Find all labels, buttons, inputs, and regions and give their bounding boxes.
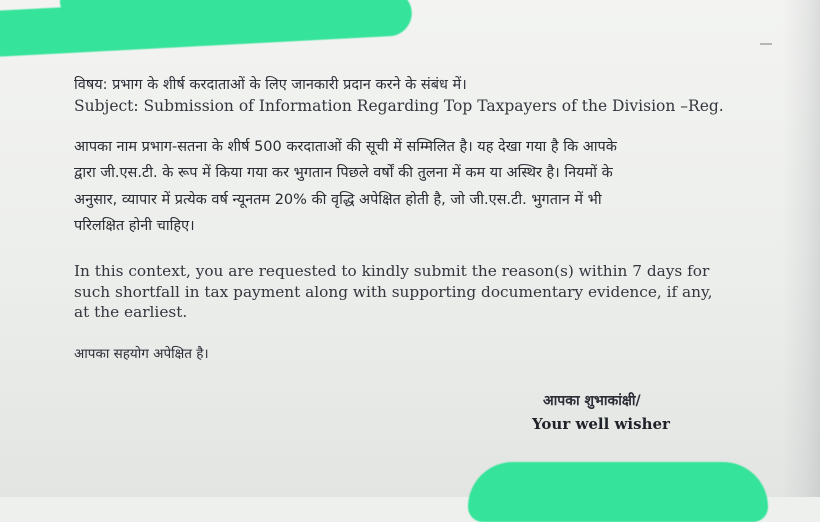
subject-hindi: विषय: प्रभाग के शीर्ष करदाताओं के लिए जानकारी प्रदान करने के संबंध में।: [74, 77, 467, 93]
cooperation-line: आपका सहयोग अपेक्षित है।: [74, 346, 209, 362]
paragraph-english-line: such shortfall in tax payment along with supporting documentary evidence, if any,: [74, 283, 713, 301]
redaction-marker-bottom: [468, 462, 768, 522]
closing-english: Your well wisher: [532, 415, 670, 433]
redaction-marker-top-overlap: [60, 0, 360, 18]
paragraph-hindi-line: परिलक्षित होनी चाहिए।: [74, 218, 195, 234]
paragraph-english-line: In this context, you are requested to kindly submit the reason(s) within 7 days for: [74, 262, 710, 280]
paragraph-hindi-line: अनुसार, व्यापार में प्रत्येक वर्ष न्यूनतम 20% की वृद्धि अपेक्षित होती है, जो जी.एस.टी. भुगतान में भी: [74, 192, 602, 208]
subject-english: Subject: Submission of Information Regarding Top Taxpayers of the Division –Reg.: [74, 97, 724, 115]
page-shadow: [782, 0, 820, 497]
paragraph-hindi-line: आपका नाम प्रभाग-सतना के शीर्ष 500 करदाताओं की सूची में सम्मिलित है। यह देखा गया है कि आपके: [74, 139, 617, 155]
closing-hindi: आपका शुभाकांक्षी/: [543, 393, 641, 409]
paper-mark: [760, 43, 772, 45]
paragraph-english-line: at the earliest.: [74, 303, 188, 321]
paragraph-hindi-line: द्वारा जी.एस.टी. के रूप में किया गया कर भुगतान पिछले वर्षों की तुलना में कम या अस्थिर है। नियमों के: [74, 165, 613, 181]
